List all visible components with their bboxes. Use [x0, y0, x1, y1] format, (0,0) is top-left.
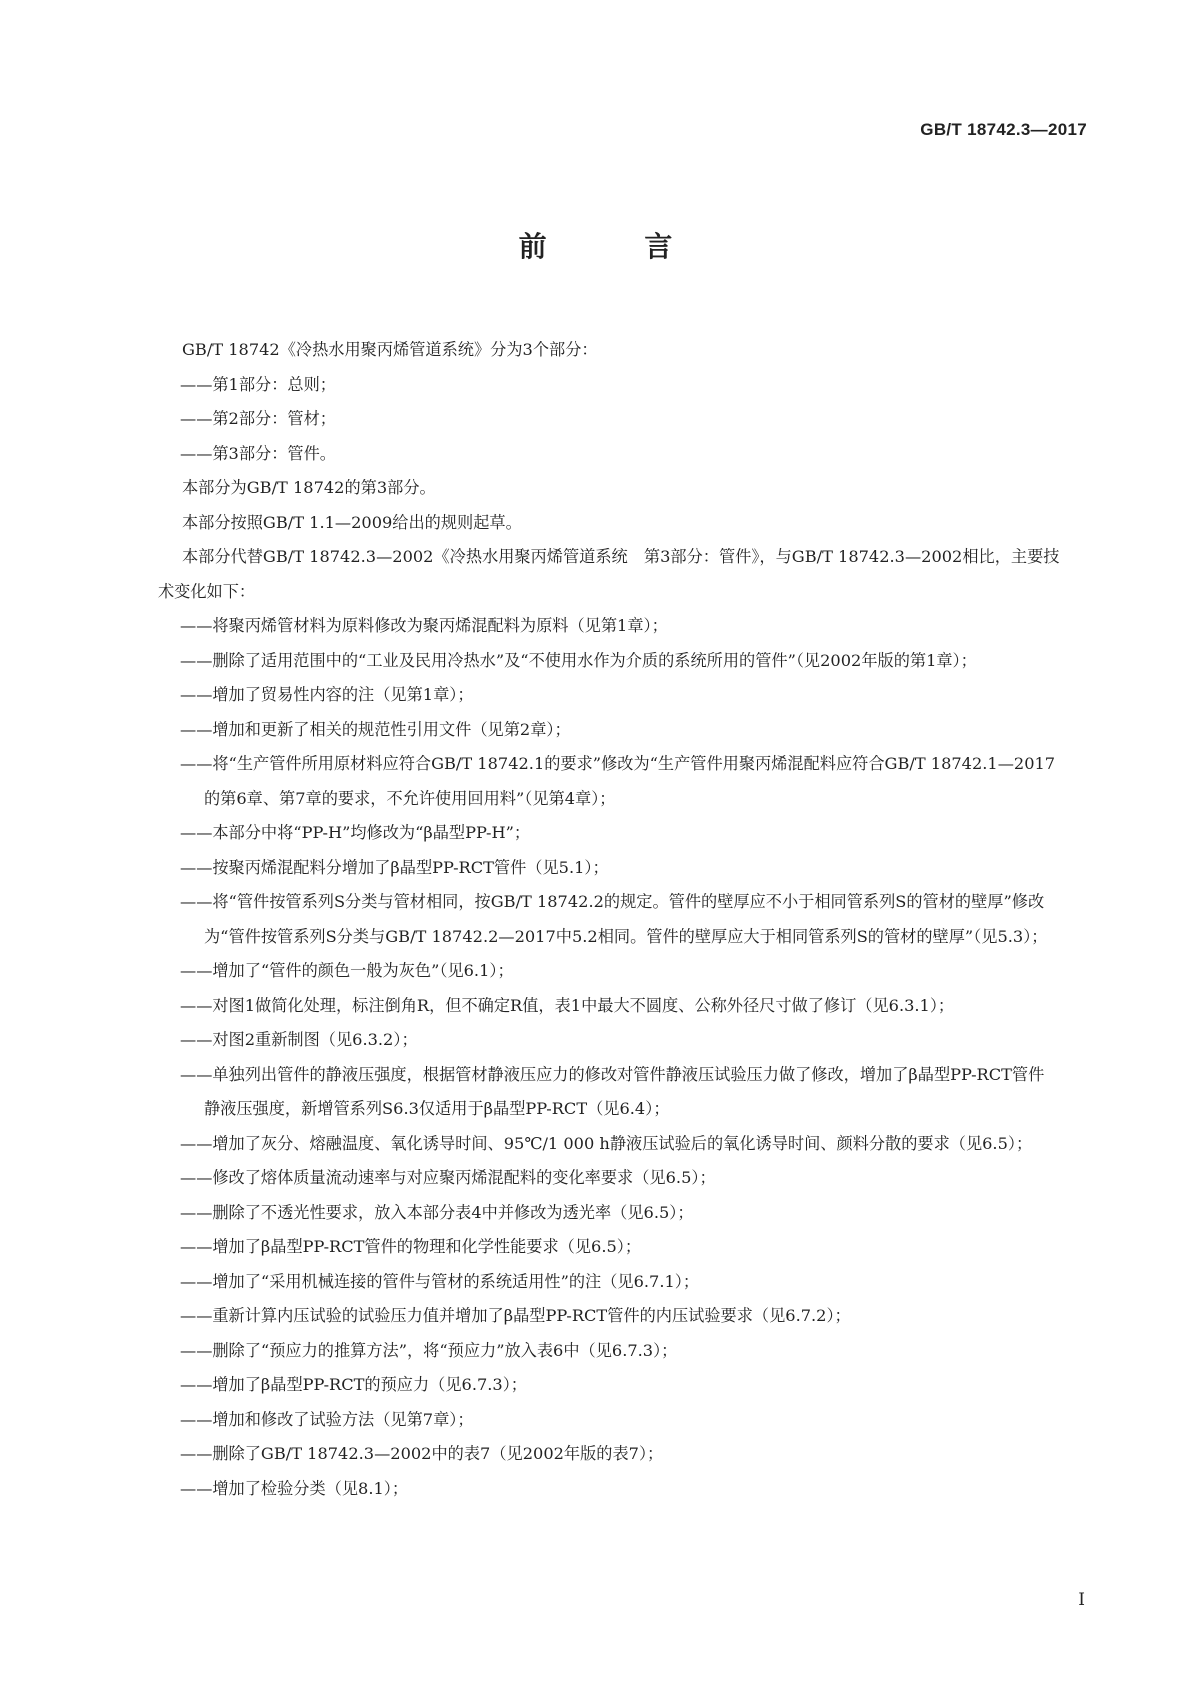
- list-item: ——增加了β晶型PP-RCT管件的物理和化学性能要求（见6.5）；: [180, 1237, 642, 1256]
- list-item: ——增加了“管件的颜色一般为灰色”（见6.1）；: [180, 961, 514, 980]
- list-item: ——删除了不透光性要求，放入本部分表4中并修改为透光率（见6.5）；: [180, 1202, 694, 1222]
- list-item: ——增加了β晶型PP-RCT的预应力（见6.7.3）；: [180, 1375, 527, 1394]
- list-item: ——增加和修改了试验方法（见第7章）；: [180, 1409, 474, 1429]
- list-item: ——修改了熔体质量流动速率与对应聚丙烯混配料的变化率要求（见6.5）；: [180, 1168, 716, 1187]
- list-item: ——删除了适用范围中的“工业及民用冷热水”及“不使用水作为介质的系统所用的管件”（见2002年版的第1章）；: [180, 650, 977, 670]
- list-item: ——增加了检验分类（见8.1）；: [180, 1478, 409, 1498]
- list-item: ——对图2重新制图（见6.3.2）；: [180, 1030, 418, 1049]
- list-item: ——增加了灰分、熔融温度、氧化诱导时间、95℃/1 000 h静液压试验后的氧化诱导时间、颜料分散的要求（见6.5）；: [180, 1133, 1033, 1153]
- paragraph: 本部分按照GB/T 1.1—2009给出的规则起草。: [182, 512, 522, 532]
- list-item: ——第1部分：总则；: [180, 374, 336, 394]
- list-item: ——增加和更新了相关的规范性引用文件（见第2章）；: [180, 719, 571, 739]
- list-item: ——第3部分：管件。: [180, 443, 336, 463]
- list-item: ——本部分中将“PP-H”均修改为“β晶型PP-H”；: [180, 823, 531, 842]
- list-item: ——将“生产管件所用原材料应符合GB/T 18742.1的要求”修改为“生产管件用聚丙烯混配料应符合GB/T 18742.1—2017的第6章、第7章的要求，不允许使用回用料”（见第4章）；: [180, 754, 1056, 808]
- list-item: ——增加了“采用机械连接的管件与管材的系统适用性”的注（见6.7.1）；: [180, 1271, 700, 1291]
- list-item: ——对图1做简化处理，标注倒角R，但不确定R值，表1中最大不圆度、公称外径尺寸做了修订（见6.3.1）；: [180, 995, 955, 1015]
- list-item: ——将聚丙烯管材料为原料修改为聚丙烯混配料为原料（见第1章）；: [180, 616, 668, 635]
- list-item: ——第2部分：管材；: [180, 409, 336, 428]
- list-item: ——删除了“预应力的推算方法”，将“预应力”放入表6中（见6.7.3）；: [180, 1340, 678, 1360]
- page-title: 前 言: [518, 230, 717, 263]
- list-item: ——单独列出管件的静液压强度，根据管材静液压应力的修改对管件静液压试验压力做了修改，增加了β晶型PP-RCT管件静液压强度，新增管系列S6.3仅适用于β晶型PP-RCT（见6.4）；: [180, 1064, 1045, 1118]
- list-item: ——按聚丙烯混配料分增加了β晶型PP-RCT管件（见5.1）；: [180, 857, 609, 877]
- paragraph: GB/T 18742《冷热水用聚丙烯管道系统》分为3个部分：: [182, 340, 598, 359]
- list-item: ——增加了贸易性内容的注（见第1章）；: [180, 685, 474, 704]
- standard-code: GB/T 18742.3—2017: [920, 120, 1087, 139]
- list-item: ——将“管件按管系列S分类与管材相同，按GB/T 18742.2的规定。管件的壁厚应不小于相同管系列S的管材的壁厚”修改为“管件按管系列S分类与GB/T 18742.2—2017中5.2相同。管件的壁厚应大于相同管系列S的管材的壁厚”（见5.3）；: [180, 892, 1048, 946]
- paragraph: 本部分为GB/T 18742的第3部分。: [182, 478, 436, 497]
- document-body: [158, 333, 1060, 1506]
- page-number: I: [1078, 1590, 1085, 1610]
- list-item: ——删除了GB/T 18742.3—2002中的表7（见2002年版的表7）；: [180, 1444, 664, 1463]
- list-item: ——重新计算内压试验的试验压力值并增加了β晶型PP-RCT管件的内压试验要求（见6.7.2）；: [180, 1306, 851, 1325]
- paragraph: 本部分代替GB/T 18742.3—2002《冷热水用聚丙烯管道系统 第3部分：管件》，与GB/T 18742.3—2002相比，主要技术变化如下：: [158, 547, 1060, 601]
